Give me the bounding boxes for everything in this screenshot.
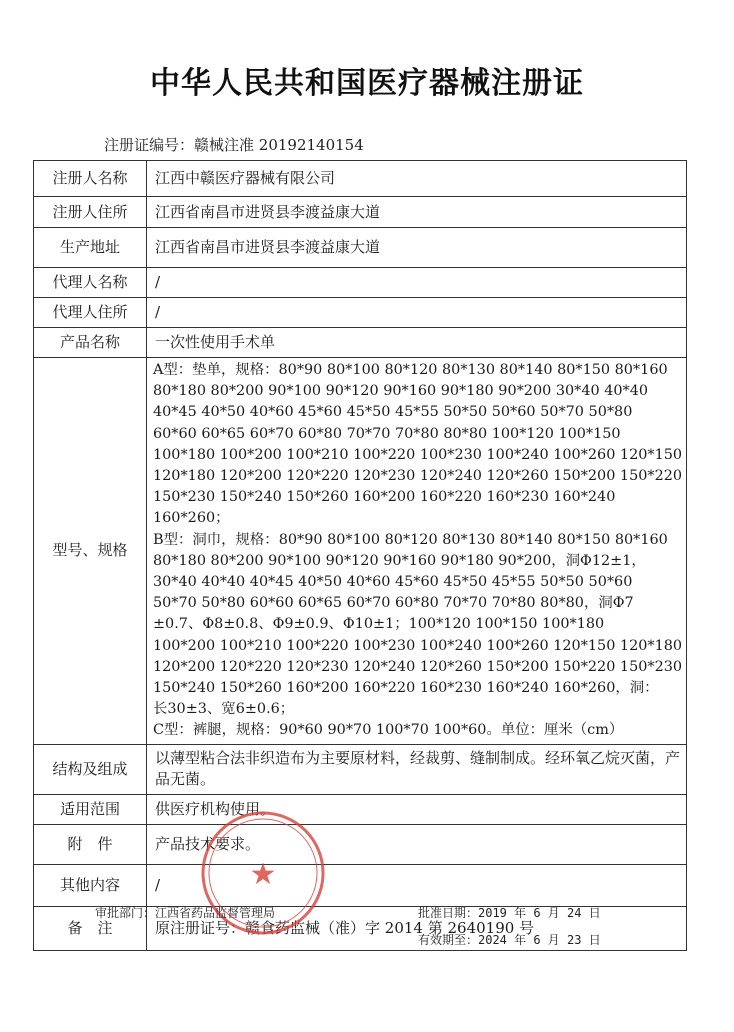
row-structure	[34, 744, 687, 794]
model-spec-label: 型号、规格	[34, 358, 147, 745]
remarks-value: 原注册证号：赣食药监械（准）字 2014 第 2640190 号	[147, 906, 687, 950]
model-spec-line: 100*200 100*210 100*220 100*230 100*240 100*260 120*150 120*180	[153, 637, 683, 654]
approval-department: 审批部门：江西省药品监督管理局	[95, 906, 276, 920]
registrant-address-value: 江西省南昌市进贤县李渡益康大道	[147, 197, 687, 228]
model-spec-line: 150*230 150*240 150*260 160*200 160*220 160*230 160*240	[153, 489, 616, 506]
structure-value: 以薄型粘合法非织造布为主要原材料，经裁剪、缝制制成。经环氧乙烷灭菌，产品无菌。	[147, 744, 687, 794]
row-registrant-name	[34, 161, 687, 197]
attachment-value: 产品技术要求。	[147, 824, 687, 864]
model-spec-line: 150*240 150*260 160*200 160*220 160*230 160*240 160*260，洞：	[153, 680, 659, 697]
model-spec-line: 120*180 120*200 120*220 120*230 120*240 120*260 150*200 150*220	[153, 468, 683, 485]
model-spec-line: 长30±3、宽6±0.6；	[153, 701, 295, 718]
registration-number-label: 注册证编号：	[104, 136, 195, 154]
registrant-name-label: 注册人名称	[34, 161, 147, 197]
structure-label: 结构及组成	[34, 744, 147, 794]
model-spec-line: 50*70 50*80 60*60 60*65 60*70 60*80 70*70 70*80 80*80，洞Φ7	[153, 595, 634, 612]
model-spec-line: 80*180 80*200 90*100 90*120 90*160 90*180 90*200 30*40 40*40	[153, 383, 649, 400]
registrant-address-label: 注册人住所	[34, 197, 147, 228]
agent-address-label: 代理人住所	[34, 298, 147, 328]
attachment-label: 附 件	[34, 824, 147, 864]
production-address-label: 生产地址	[34, 228, 147, 268]
row-registrant-address	[34, 197, 687, 228]
registration-number	[104, 134, 364, 155]
row-attachment	[34, 824, 687, 864]
row-other	[34, 864, 687, 906]
model-spec-line: 30*40 40*40 40*45 40*50 40*60 45*60 45*50 45*55 50*50 50*60	[153, 574, 633, 591]
certificate-title: 中华人民共和国医疗器械注册证	[150, 66, 584, 101]
model-spec-line: 60*60 60*65 60*70 60*80 70*70 70*80 80*80 100*120 100*150	[153, 425, 621, 442]
production-address-value: 江西省南昌市进贤县李渡益康大道	[147, 228, 687, 268]
approval-date: 批准日期：2019 年 6 月 24 日	[418, 906, 601, 920]
seal-star-icon: ★	[249, 857, 277, 892]
row-production-address	[34, 228, 687, 268]
model-spec-lines	[153, 360, 684, 742]
agent-address-value: /	[147, 298, 687, 328]
certificate-table	[33, 160, 687, 951]
model-spec-line: 80*180 80*200 90*100 90*120 90*160 90*180 90*200，洞Φ12±1，	[153, 552, 646, 569]
row-scope	[34, 794, 687, 824]
model-spec-line: 120*200 120*220 120*230 120*240 120*260 150*200 150*220 150*230	[153, 658, 683, 675]
other-value: /	[147, 864, 687, 906]
model-spec-line: 100*180 100*200 100*210 100*220 100*230 100*240 100*260 120*150	[153, 446, 683, 463]
model-spec-line: 160*260；	[153, 510, 230, 527]
remarks-label: 备 注	[34, 906, 147, 950]
product-name-value: 一次性使用手术单	[147, 328, 687, 358]
model-spec-line: A型：垫单，规格：80*90 80*100 80*120 80*130 80*140 80*150 80*160	[153, 362, 668, 378]
registration-number-value: 赣械注准 20192140154	[194, 136, 364, 154]
row-agent-address	[34, 298, 687, 328]
model-spec-line: C型：裤腿，规格：90*60 90*70 100*70 100*60。单位：厘米（cm）	[153, 722, 624, 739]
model-spec-line: 40*45 40*50 40*60 45*60 45*50 45*55 50*50 50*60 50*70 50*80	[153, 404, 633, 421]
row-product-name	[34, 328, 687, 358]
row-model-spec	[34, 358, 687, 745]
other-label: 其他内容	[34, 864, 147, 906]
scope-value: 供医疗机构使用。	[147, 794, 687, 824]
row-agent-name	[34, 268, 687, 298]
model-spec-line: B型：洞巾，规格：80*90 80*100 80*120 80*130 80*140 80*150 80*160	[153, 531, 668, 548]
product-name-label: 产品名称	[34, 328, 147, 358]
agent-name-value: /	[147, 268, 687, 298]
agent-name-label: 代理人名称	[34, 268, 147, 298]
scope-label: 适用范围	[34, 794, 147, 824]
model-spec-value	[147, 358, 687, 745]
registrant-name-value: 江西中赣医疗器械有限公司	[147, 161, 687, 197]
model-spec-line: ±0.7、Φ8±0.8、Φ9±0.9、Φ10±1；100*120 100*150 100*180	[153, 616, 605, 633]
valid-until: 有效期至：2024 年 6 月 23 日	[418, 933, 601, 947]
